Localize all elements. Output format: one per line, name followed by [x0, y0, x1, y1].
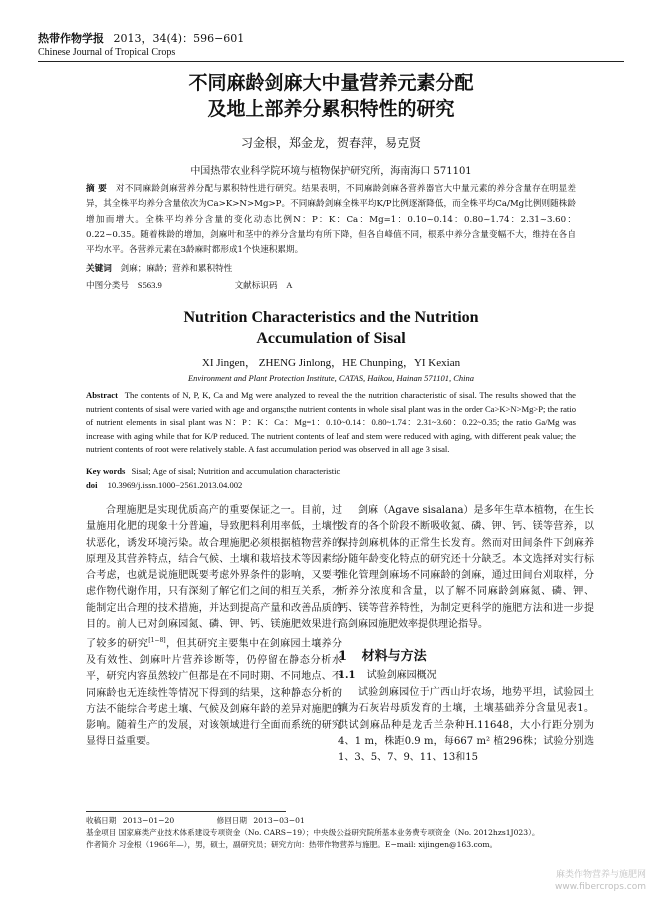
- footnote-rule: [86, 811, 286, 812]
- section-number: 1: [338, 649, 348, 665]
- citation-ref: [1−8]: [148, 637, 166, 645]
- title-en-line1: Nutrition Characteristics and the Nutrition: [183, 309, 479, 326]
- footnote-author: 作者简介 习金根（1966年—），男，硕士，副研究员；研究方向：热带作物营养与施肥。E−mail: xijingen@163.com。: [86, 840, 498, 849]
- journal-header: [38, 30, 244, 46]
- revised-date: 2013−03−01: [253, 816, 305, 825]
- keywords-en-label: Key words: [86, 466, 126, 476]
- doi-line: [86, 479, 576, 493]
- watermark-line2: www.fibercrops.com: [555, 882, 646, 892]
- footnote-dates: [86, 815, 596, 827]
- received-label: 收稿日期: [86, 816, 117, 825]
- journal-name-cn: 热带作物学报: [38, 32, 104, 45]
- abstract-cn-text: 对不同麻龄剑麻营养分配与累积特性进行研究。结果表明，不同麻龄剑麻各营养器官大中量元素的养分含量存在明显差异，其全株平均养分含量依次为Ca>K>N>Mg>P。不同麻龄剑麻全株平均K/P比例逐渐降低，而全株平均Ca/Mg比例则随株龄增加而增大。全株平均养分含量的变化动态比例N：P：K：Ca：Mg=1：0.10~0.14：0.80~1.74：2.31~3.60：0.22~0.35。随着株龄的增加，剑麻叶和茎中的养分含量均有所下降，但各自峰值不同，根系中养分含量变幅不大，维持在各自平均水平。各营养元素在3龄麻时都形成1个快速积累期。: [86, 184, 577, 256]
- keywords-cn-label: 关键词: [86, 264, 112, 274]
- watermark-line1: 麻类作物营养与施肥网: [555, 870, 646, 880]
- journal-citation: 2013，34(4)：596−601: [113, 32, 245, 45]
- subsection-number: 1.1: [338, 669, 356, 681]
- title-en-line2: Accumulation of Sisal: [256, 330, 406, 347]
- body-right-paragraph-2: 试验剑麻园位于广西山圩农场，地势平坦，试验园土壤为石灰岩母质发育的土壤，土壤基础养分含量见表1。供试剑麻品种是龙舌兰杂种H.11648，大小行距分别为4、1 m，株距0.9 m，每667 m² 植296株；试验分别选1、3、5、7、9、11、13和15: [338, 686, 594, 764]
- body-right-paragraph-1: 剑麻（Agave sisalana）是多年生草本植物，在生长发育的各个阶段不断吸收氮、磷、钾、钙、镁等营养，以保持剑麻机体的正常生长发育。然而对田间条件下剑麻养分随年龄变化特点的研究还十分缺乏。本文选择对实行标准化管理剑麻场不同麻龄的剑麻，通过田间台刈取样，分析养分浓度和含量，以了解不同麻龄剑麻氮、磷、钾、钙、镁等营养特性，为制定更科学的施肥方法和进一步提高剑麻园施肥效率提供理论指导。: [338, 505, 594, 631]
- authors-cn: 习金根，郑金龙，贺春萍，易克贤: [240, 136, 421, 150]
- section-title: 材料与方法: [361, 649, 427, 665]
- keywords-en-text: Sisal; Age of sisal; Nutrition and accumulation characteristic: [131, 466, 341, 476]
- doc-code-label: 文献标识码: [234, 281, 278, 291]
- clc-value: S563.9: [137, 280, 162, 290]
- header-rule: [38, 61, 624, 62]
- body-left-text-b: ，但其研究主要集中在剑麻园土壤养分及有效性、剑麻叶片营养诊断等，仍停留在静态分析水平，研究内容虽然较广但都是在不同时期、不同地点、不同麻龄也无连续性等情况下得到的结果，这种静态分析的方法不能综合考虑土壤、气候及剑麻年龄的差异对施肥的影响。随着生产的发展，对该领域进行全面而系统的研究显得日益重要。: [86, 638, 343, 748]
- received-date: 2013−01−20: [122, 816, 175, 825]
- abstract-cn-label: 摘 要: [86, 184, 107, 194]
- revised-label: 修回日期: [216, 816, 247, 825]
- abstract-en-label: Abstract: [86, 390, 118, 400]
- footnote-fund: 基金项目 国家麻类产业技术体系建设专项资金（No. CARS−19）；中央级公益研究院所基本业务费专项资金（No. 2012hzs1J023）。: [86, 828, 540, 837]
- keywords-cn: [86, 262, 576, 277]
- title-cn-line2: 及地上部养分累积特性的研究: [207, 98, 455, 120]
- body-left-column: [86, 503, 342, 751]
- affiliation-cn: 中国热带农业科学院环境与植物保护研究所，海南海口 571101: [190, 166, 472, 177]
- body-left-paragraph: [86, 503, 342, 751]
- body-left-text-a: 合理施肥是实现优质高产的重要保证之一。目前，过量施用化肥的现象十分普遍，导致肥料利用率低，土壤性状恶化，诱发环境污染。故合理施肥必须根据植物营养的原理及其营养特点，结合气候、土壤和栽培技术等因素综合考虑，也就是说施肥既要考虑外界条件的影响，又要考虑作物代谢作用，只有深刻了解它们之间的相互关系，才能制定出合理的技术措施，并达到提高产量和改善品质的目的。前人已对剑麻园氮、磷、钾、钙、镁施肥效果进行了较多的研究: [86, 505, 342, 650]
- journal-name-en: Chinese Journal of Tropical Crops: [38, 47, 176, 58]
- keywords-en: [86, 465, 576, 479]
- doi-label: doi: [86, 480, 98, 490]
- section-heading: [338, 649, 594, 665]
- body-right-column: [338, 503, 594, 766]
- abstract-en: [86, 389, 576, 457]
- abstract-en-text: The contents of N, P, K, Ca and Mg were analyzed to reveal the the nutrition characteristic of sisal. The results showed that the nutrient contents of sisal were varied with age and organs;the nutrient contents in whole sisal plant was in the order Ca>K>N>Mg>P; the ratio of nutrient elements in sisal plant was N：P：K：Ca：Mg=1：0.10~0.14：0.80~1.74：2.31~3.60：0.22~0.35; the ratio Ga/Mg was increase with aging while that for K/P reduced. The nutrient contents of leaf and stem were reduced with aging, with different peak value; the nutrient contents of root were relatively stable. A fast accumulation period was observed in all age 3 sisal.: [86, 390, 576, 455]
- watermark: [555, 869, 646, 893]
- affiliation-en: Environment and Plant Protection Institute, CATAS, Haikou, Hainan 571101, China: [187, 373, 475, 383]
- keywords-cn-text: 剑麻；麻龄；营养和累积特性: [120, 264, 233, 274]
- classification-cn: [86, 278, 576, 294]
- clc-label: 中图分类号: [86, 281, 129, 291]
- doi-value: 10.3969/j.issn.1000−2561.2013.04.002: [107, 480, 243, 490]
- authors-en: XI Jingen， ZHENG Jinlong，HE Chunping，YI Kexian: [201, 357, 461, 369]
- subsection-title: 试验剑麻园概况: [366, 669, 437, 681]
- abstract-cn: [86, 182, 576, 258]
- doc-code-value: A: [286, 280, 293, 290]
- title-cn-line1: 不同麻龄剑麻大中量营养元素分配: [188, 72, 474, 94]
- subsection-heading: [338, 668, 594, 684]
